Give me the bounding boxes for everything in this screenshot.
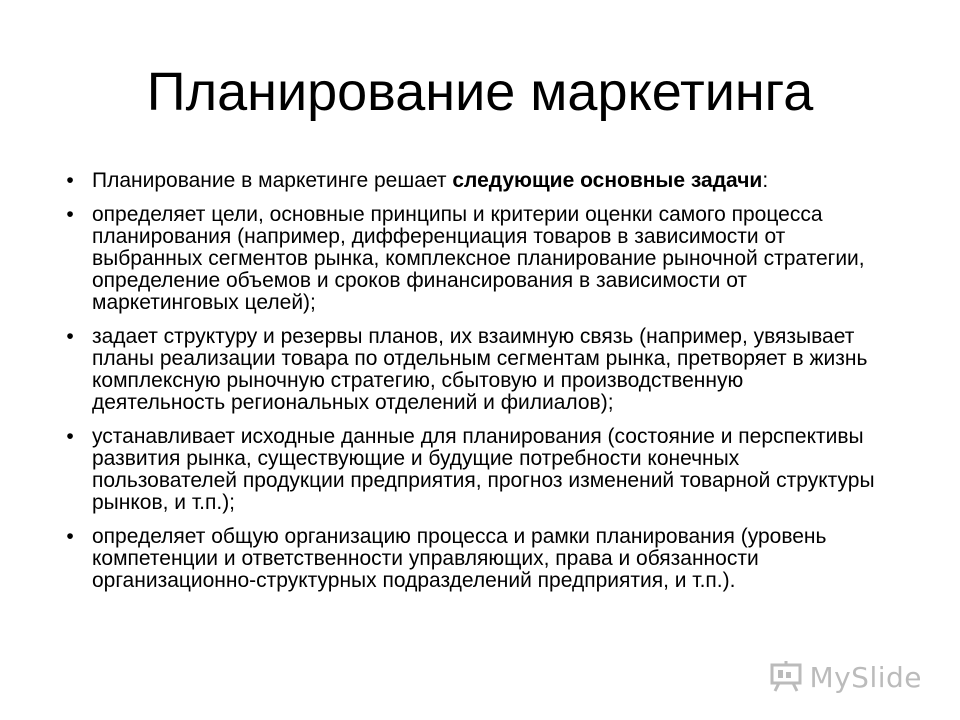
myslide-watermark xyxy=(769,660,922,694)
bullet-item xyxy=(60,326,880,414)
bullet-marker: • xyxy=(66,325,74,348)
bullet-marker: • xyxy=(66,425,74,448)
bullet-text: определяет цели, основные принципы и критерии оценки самого процесса планирования (например, дифференциация товаров в зависимости от выбранных сегментов рынка, комплексное планирование рыночной стратегии, определение объемов и сроков финансирования в зависимости от маркетинговых целей); xyxy=(92,203,865,314)
bullet-marker: • xyxy=(66,203,74,226)
bullet-item xyxy=(60,426,880,514)
bullet-text: определяет общую организацию процесса и рамки планирования (уровень компетенции и ответственности управляющих, права и обязанности организационно-структурных подразделений предприятия, и т.п.). xyxy=(92,525,827,592)
bullet-marker: • xyxy=(66,169,74,192)
bullet-text: задает структуру и резервы планов, их взаимную связь (например, увязывает планы реализации товара по отдельным сегментам рынка, претворяет в жизнь комплексную рыночную стратегию, сбытовую и производственную деятельность региональных отделений и филиалов); xyxy=(92,325,868,414)
bullet-list xyxy=(60,170,880,604)
bullet-item xyxy=(60,204,880,314)
bullet-item xyxy=(60,170,880,192)
bullet-bold-text: следующие основные задачи xyxy=(452,169,763,192)
bullet-text: Планирование в маркетинге решает xyxy=(92,169,453,192)
watermark-text: MySlide xyxy=(809,660,922,694)
bullet-text: устанавливает исходные данные для планирования (состояние и перспективы развития рынка, существующие и будущие потребности конечных пользователей продукции предприятия, прогноз изменений товарной структуры рынков, и т.п.); xyxy=(92,425,875,514)
slide-title: Планирование маркетинга xyxy=(146,62,814,122)
bullet-item xyxy=(60,526,880,592)
bullet-marker: • xyxy=(66,525,74,548)
bullet-text-end: : xyxy=(762,169,769,192)
presentation-board-icon xyxy=(769,660,803,694)
